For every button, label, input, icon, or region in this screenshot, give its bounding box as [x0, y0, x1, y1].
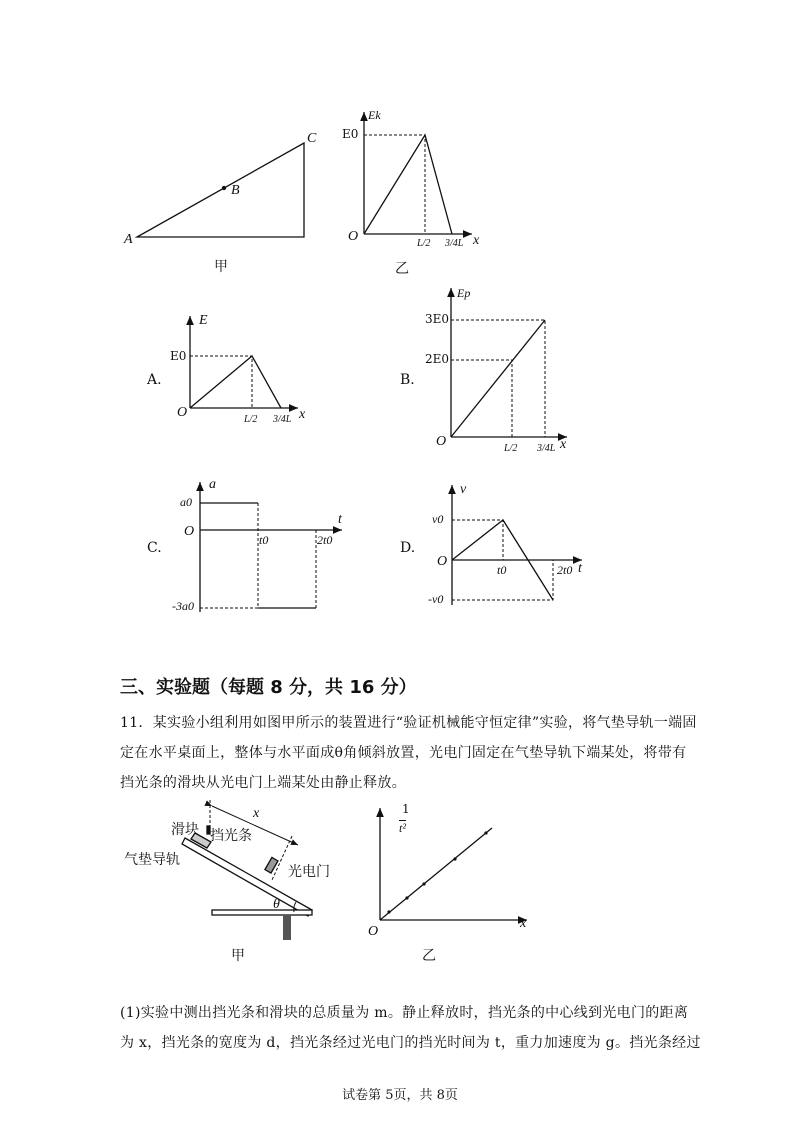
ek-ylabel: Ek [368, 108, 381, 122]
part1-line-2: 为 x，挡光条的宽度为 d，挡光条经过光电门的挡光时间为 t，重力加速度为 g。挡光条经过 [120, 1035, 701, 1051]
b-origin: O [436, 434, 447, 449]
c-t0: t0 [259, 533, 269, 547]
caption-yi: 乙 [395, 261, 409, 277]
ek-xlabel: x [473, 233, 480, 248]
q11-line-3: 挡光条的滑块从光电门上端某处由静止释放。 [120, 775, 406, 791]
option-b-label: B. [400, 372, 415, 388]
ek-tick-half: L/2 [417, 238, 431, 249]
part1-line-1: (1)实验中测出挡光条和滑块的总质量为 m。静止释放时，挡光条的中心线到光电门的距离 [120, 1005, 689, 1021]
option-d-label: D. [400, 540, 416, 556]
option-d-graph [452, 485, 582, 605]
ek-tick-34: 3/4L [445, 238, 464, 249]
gate-label: 光电门 [288, 864, 330, 880]
slider-label: 滑块 [171, 822, 199, 838]
c-a0: a0 [180, 495, 192, 509]
point-b-label: B [231, 183, 240, 198]
t2-origin: O [368, 924, 379, 939]
option-a-graph [190, 316, 298, 408]
q11-line-1: 11．某实验小组利用如图甲所示的装置进行“验证机械能守恒定律”实验，将气垫导轨一端固 [120, 715, 697, 731]
a-e0: E0 [170, 349, 187, 363]
d-2t0: 2t0 [557, 563, 573, 577]
strip-label: 挡光条 [210, 828, 252, 844]
t2-xlabel: x [520, 916, 527, 931]
d-ylabel: v [460, 482, 467, 497]
point-a-label: A [124, 232, 133, 247]
d-negv0: -v0 [428, 592, 444, 606]
option-a-label: A. [147, 372, 162, 388]
page-footer: 试卷第 5页，共 8页 [342, 1088, 458, 1103]
ek-e0: E0 [342, 127, 359, 141]
c-2t0: 2t0 [317, 533, 333, 547]
section-heading: 三、实验题（每题 8 分，共 16 分） [120, 677, 417, 698]
c-neg3a0: -3a0 [172, 599, 194, 613]
a-tick-half: L/2 [244, 414, 258, 425]
d-xlabel: t [578, 561, 582, 576]
c-origin: O [184, 524, 195, 539]
b-ylabel: Ep [457, 286, 471, 300]
option-b-graph [451, 288, 567, 437]
option-c-label: C. [147, 540, 162, 556]
a-tick-34: 3/4L [273, 414, 292, 425]
b-xlabel: x [560, 437, 567, 452]
angle-label: θ [273, 897, 280, 912]
c-ylabel: a [209, 477, 216, 492]
a-origin: O [177, 405, 188, 420]
a-xlabel: x [299, 407, 306, 422]
d-t0: t0 [497, 563, 507, 577]
caption-jia: 甲 [214, 259, 228, 275]
d-origin: O [437, 554, 448, 569]
b-2e0: 2E0 [425, 352, 450, 366]
b-tick-half: L/2 [504, 443, 518, 454]
caption-jia-2: 甲 [231, 948, 245, 964]
q11-line-2: 定在水平桌面上，整体与水平面成θ角倾斜放置，光电门固定在气垫导轨下端某处，将带有 [120, 745, 687, 761]
d-v0: v0 [432, 512, 444, 526]
distance-label: x [253, 806, 260, 821]
a-ylabel: E [199, 313, 208, 328]
triangle-figure [137, 143, 304, 237]
ek-graph [364, 112, 472, 234]
point-c-label: C [307, 131, 317, 146]
ek-origin: O [348, 229, 359, 244]
b-tick-34: 3/4L [537, 443, 556, 454]
caption-yi-2: 乙 [422, 948, 436, 964]
y-label-num: 1 [402, 802, 410, 816]
c-xlabel: t [338, 512, 342, 527]
b-3e0: 3E0 [425, 312, 450, 326]
y-label-den: t² [399, 821, 406, 835]
rail-label: 气垫导轨 [124, 852, 180, 868]
